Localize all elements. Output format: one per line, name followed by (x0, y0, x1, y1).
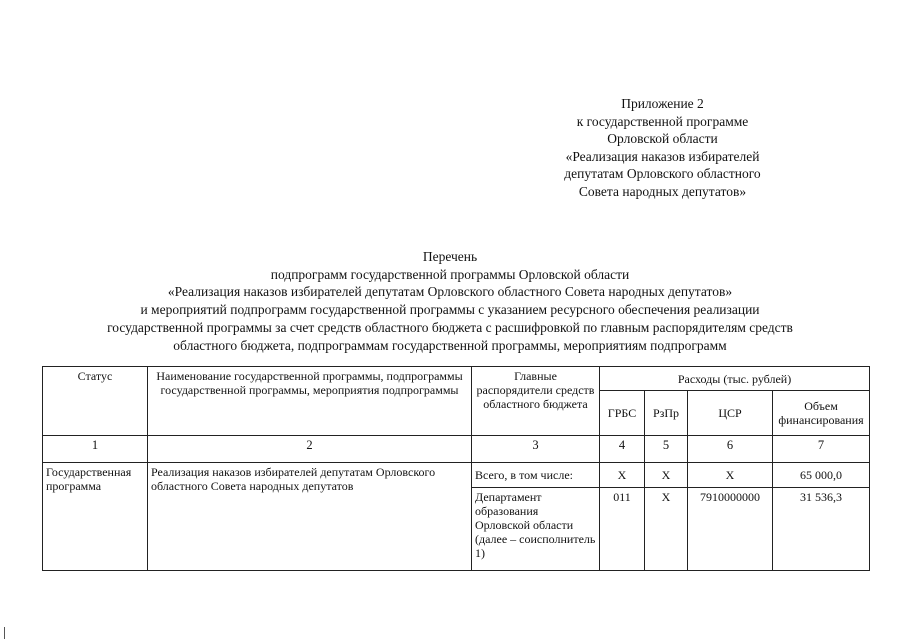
cell-grbs: X (600, 463, 645, 488)
column-number: 4 (600, 436, 645, 463)
appendix-note (540, 95, 785, 200)
column-number: 5 (645, 436, 688, 463)
heading-line: подпрограмм государственной программы Орловской области (270, 266, 630, 282)
appendix-line: Совета народных депутатов» (578, 183, 747, 199)
cell-volume: 31 536,3 (773, 488, 870, 571)
heading-line: государственной программы за счет средств областного бюджета с расшифровкой по главным распорядителям средств (107, 319, 793, 335)
column-number-row (43, 436, 870, 463)
column-number: 1 (43, 436, 148, 463)
cell-manager: Департамент образования Орловской области (далее – соисполнитель 1) (472, 488, 600, 571)
cell-csr: 7910000000 (688, 488, 773, 571)
column-number: 3 (472, 436, 600, 463)
heading-line: и мероприятий подпрограмм государственной программы с указанием ресурсного обеспечения реализации (140, 302, 760, 318)
cell-rzpr: X (645, 463, 688, 488)
document-heading (30, 248, 870, 354)
column-number: 6 (688, 436, 773, 463)
heading-line: «Реализация наказов избирателей депутатам Орловского областного Совета народных депутатов» (167, 284, 733, 300)
appendix-line: к государственной программе (576, 113, 749, 129)
scan-edge-mark (4, 627, 5, 639)
cell-name: Реализация наказов избирателей депутатам Орловского областного Совета народных депутатов (148, 463, 472, 571)
cell-manager: Всего, в том числе: (472, 463, 600, 488)
table-row (43, 463, 870, 488)
header-csr: ЦСР (688, 391, 773, 436)
header-grbs: ГРБС (600, 391, 645, 436)
cell-grbs: 011 (600, 488, 645, 571)
header-volume: Объем финансирования (773, 391, 870, 436)
column-number: 2 (148, 436, 472, 463)
appendix-line: Орловской области (607, 131, 718, 146)
appendix-line: «Реализация наказов избирателей (565, 148, 760, 164)
cell-rzpr: X (645, 488, 688, 571)
heading-line: областного бюджета, подпрограммам государственной программы, мероприятиям подпрограмм (173, 337, 727, 353)
appendix-line: Приложение 2 (621, 96, 704, 111)
cell-csr: X (688, 463, 773, 488)
cell-status: Государственная программа (43, 463, 148, 571)
heading-title: Перечень (422, 249, 478, 264)
cell-volume: 65 000,0 (773, 463, 870, 488)
funding-table (42, 366, 870, 571)
header-status: Статус (43, 367, 148, 436)
appendix-line: депутатам Орловского областного (564, 166, 761, 181)
header-managers: Главные распорядители средств областного бюджета (472, 367, 600, 436)
column-number: 7 (773, 436, 870, 463)
header-name: Наименование государственной программы, подпрограммы государственной программы, мероприятия подпрограммы (148, 367, 472, 436)
header-rzpr: РзПр (645, 391, 688, 436)
header-expenses: Расходы (тыс. рублей) (600, 367, 870, 391)
